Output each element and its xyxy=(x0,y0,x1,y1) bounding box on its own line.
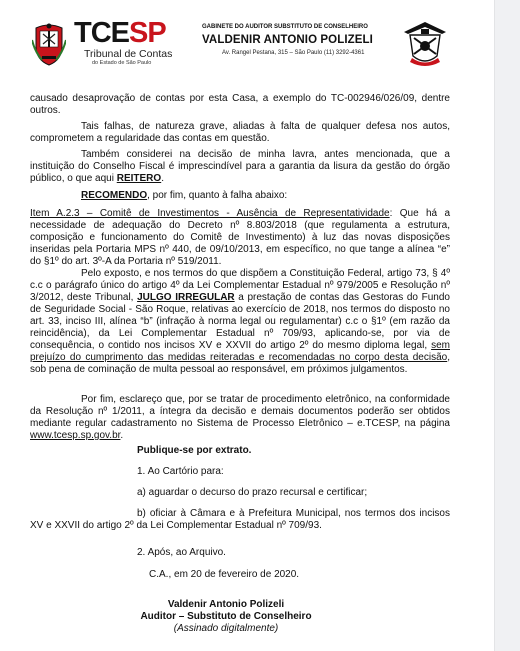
paragraph-5: Item A.2.3 – Comitê de Investimentos - Ausência de Representatividade: Que há a necessidade de adequação do Decreto nº 8.803/2018 (que regulamenta a estrutura, composição e funcionamento do Comitê de Investimento) à luz das novas disposições inseridas pela Portaria MPS nº 440, de 09/10/2013, em específico, no que tange a alínea “e” do §1º do art. 3º-A da Portaria nº 519/2011. xyxy=(30,208,451,267)
auditor-name: VALDENIR ANTONIO POLIZELI xyxy=(202,34,373,46)
paragraph-4: RECOMENDO, por fim, quanto à falha abaixo: xyxy=(81,190,288,201)
item-heading: Item A.2.3 – Comitê de Investimentos - Ausência de Representatividade xyxy=(30,208,390,219)
office-address: Av. Rangel Pestana, 315 – São Paulo (11) 3292-4361 xyxy=(222,50,365,56)
paragraph-7: Por fim, esclareço que, por se tratar de procedimento eletrônico, na conformidade da Resolução nº 1/2011, a íntegra da decisão e demais documentos poderão ser obtidos mediante regular cadastramento no Sistema de Processo Eletrônico – e.TCESP, na página www.tcesp.sp.gov.br. xyxy=(30,394,450,441)
instruction-1: 1. Ao Cartório para: xyxy=(137,466,224,477)
logo-subtitle-small: do Estado de São Paulo xyxy=(92,60,152,66)
instruction-2: 2. Após, ao Arquivo. xyxy=(137,547,226,558)
auditor-seal-icon xyxy=(402,20,448,68)
office-title: GABINETE DO AUDITOR SUBSTITUTO DE CONSELHEIRO xyxy=(202,24,368,30)
reitero-text: REITERO xyxy=(116,173,162,184)
logo-wordmark: TCESP xyxy=(74,17,166,49)
instruction-a: a) aguardar o decurso do prazo recursal e certificar; xyxy=(137,487,368,498)
underlined-clause: sem prejuízo do cumprimento das medidas reiteradas e recomendadas no corpo desta decisão xyxy=(30,340,450,363)
signature-name: Valdenir Antonio Polizeli xyxy=(167,599,285,610)
recomendo-text: RECOMENDO xyxy=(81,190,148,201)
paragraph-2: Tais falhas, de natureza grave, aliadas à falta de qualquer defesa nos autos, comprometem a regularidade das contas em questão. xyxy=(30,121,450,144)
paragraph-6: Pelo exposto, e nos termos do que dispõem a Constituição Federal, artigo 73, § 4º c.c o parágrafo único do artigo 4º da Lei Complementar Estadual nº 979/2005 e Resolução nº 3/2012, deste Tribunal, JULGO IRREGULAR a prestação de contas das Gestoras do Fundo de Seguridade Social - São Roque, relativas ao exercício de 2018, nos termos do disposto no art. 33, inciso III, alínea “b” (infração à norma legal ou regulamentar) c.c o §1º (em razão da reincidência), da Lei Complementar Estadual nº 709/93, aplicando-se, por via de consequência, o contido nos incisos XV e XXVII do artigo 2º do mesmo diploma legal, sem prejuízo do cumprimento das medidas reiteradas e recomendadas no corpo desta decisão, sob pena de cominação de multa pessoal ao responsável, em próximos julgamentos. xyxy=(30,268,450,375)
website-link[interactable]: www.tcesp.sp.gov.br xyxy=(30,430,121,441)
side-panel xyxy=(494,0,520,651)
paragraph-3: Também considerei na decisão de minha lavra, antes mencionada, que a instituição do Conselho Fiscal é imprescindível para a garantia da lisura da gestão do órgão público, o que aqui REITERO. xyxy=(30,149,450,184)
signature-note: (Assinado digitalmente) xyxy=(173,623,279,634)
julgo-irregular-text: JULGO IRREGULAR xyxy=(137,292,235,303)
decision-date: C.A., em 20 de fevereiro de 2020. xyxy=(149,569,300,580)
paragraph-1: causado desaprovação de contas por esta Casa, a exemplo do TC-002946/026/09, dentre outros. xyxy=(30,93,450,116)
logo-subtitle: Tribunal de Contas xyxy=(84,48,173,60)
publish-instruction: Publique-se por extrato. xyxy=(137,445,252,456)
signature-title: Auditor – Substituto de Conselheiro xyxy=(140,611,312,622)
sao-paulo-coat-of-arms-icon xyxy=(32,22,66,66)
instruction-b: b) oficiar à Câmara e à Prefeitura Municipal, nos termos dos incisos XV e XXVII do artigo 2º da Lei Complementar Estadual nº 709/93. xyxy=(30,508,450,531)
letterhead xyxy=(28,17,468,72)
